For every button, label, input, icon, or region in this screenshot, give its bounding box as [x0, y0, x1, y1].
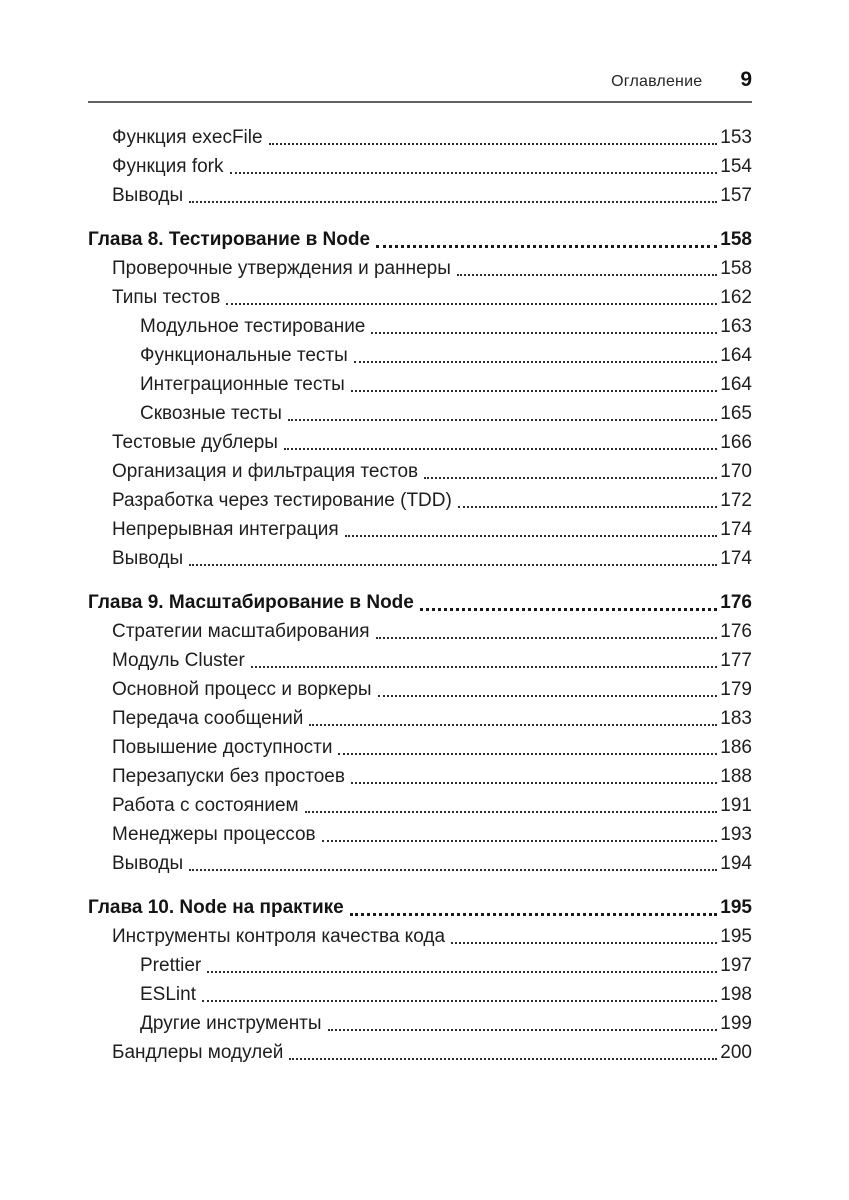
toc-entry-label: Разработка через тестирование (TDD)	[112, 489, 452, 511]
toc-entry	[88, 254, 752, 283]
toc-entry-label: Непрерывная интеграция	[112, 518, 339, 540]
toc-leader-dots	[420, 608, 717, 611]
toc-leader-dots	[251, 666, 717, 668]
toc-entry-label: Интеграционные тесты	[140, 373, 345, 395]
toc-entry-page: 174	[720, 547, 752, 569]
toc-entry	[88, 791, 752, 820]
toc-entry	[88, 123, 752, 152]
toc-entry-label: Стратегии масштабирования	[112, 620, 370, 642]
toc-chapter-entry	[88, 225, 752, 254]
toc-entry-label: Модуль Cluster	[112, 649, 245, 671]
toc-leader-dots	[202, 1000, 717, 1002]
header-divider	[88, 101, 752, 103]
toc-entry-page: 191	[720, 794, 752, 816]
toc-entry	[88, 704, 752, 733]
toc-entry-label: Тестовые дублеры	[112, 431, 278, 453]
toc-entry-page: 199	[720, 1012, 752, 1034]
toc-entry-label: Функция fork	[112, 155, 224, 177]
toc-entry-label: Глава 10. Node на практике	[88, 896, 344, 918]
toc-entry	[88, 283, 752, 312]
toc-entry	[88, 152, 752, 181]
toc-entry-label: Выводы	[112, 184, 184, 206]
toc-leader-dots	[371, 332, 717, 334]
toc-leader-dots	[351, 782, 717, 784]
toc-leader-dots	[288, 419, 717, 421]
toc-entry-page: 172	[720, 489, 752, 511]
toc-entry-page: 176	[720, 620, 752, 642]
toc-entry-label: Функция execFile	[112, 126, 263, 148]
toc-entry-page: 200	[720, 1041, 752, 1063]
toc-entry-page: 153	[720, 126, 752, 148]
toc-leader-dots	[345, 535, 718, 537]
toc-entry-label: Выводы	[112, 547, 184, 569]
toc-leader-dots	[351, 390, 718, 392]
toc-entry-page: 174	[720, 518, 752, 540]
toc-entry-page: 176	[720, 591, 752, 613]
toc-entry-page: 195	[720, 925, 752, 947]
toc-entry-label: Типы тестов	[112, 286, 221, 308]
toc-entry	[88, 922, 752, 951]
toc-entry-page: 164	[720, 373, 752, 395]
toc-entry-page: 193	[720, 823, 752, 845]
toc-leader-dots	[189, 201, 717, 203]
toc-entry-label: Сквозные тесты	[140, 402, 282, 424]
toc-leader-dots	[230, 172, 718, 174]
toc-leader-dots	[378, 695, 718, 697]
toc-entry-page: 163	[720, 315, 752, 337]
toc-entry-page: 194	[720, 852, 752, 874]
toc-leader-dots	[189, 869, 717, 871]
toc-leader-dots	[305, 811, 718, 813]
toc-entry	[88, 951, 752, 980]
toc-entry-page: 162	[720, 286, 752, 308]
toc-entry	[88, 1009, 752, 1038]
toc-entry	[88, 515, 752, 544]
toc-entry	[88, 646, 752, 675]
toc-entry-label: Глава 9. Масштабирование в Node	[88, 591, 414, 613]
toc-leader-dots	[289, 1058, 717, 1060]
toc-entry-label: Выводы	[112, 852, 184, 874]
toc-leader-dots	[189, 564, 717, 566]
toc-leader-dots	[322, 840, 718, 842]
toc-entry-page: 158	[720, 228, 752, 250]
toc-entry-label: Другие инструменты	[140, 1012, 322, 1034]
toc-entry	[88, 428, 752, 457]
toc-entry-label: Функциональные тесты	[140, 344, 348, 366]
toc-entry-label: Повышение доступности	[112, 736, 333, 758]
toc-leader-dots	[458, 506, 717, 508]
toc-entry-page: 188	[720, 765, 752, 787]
toc-leader-dots	[309, 724, 717, 726]
toc-leader-dots	[376, 637, 718, 639]
running-title: Оглавление	[611, 73, 703, 90]
toc-entry	[88, 486, 752, 515]
toc-entry-page: 186	[720, 736, 752, 758]
toc-list	[88, 123, 752, 1067]
toc-entry	[88, 341, 752, 370]
toc-leader-dots	[284, 448, 717, 450]
toc-entry-page: 177	[720, 649, 752, 671]
toc-entry-page: 165	[720, 402, 752, 424]
toc-leader-dots	[350, 913, 718, 916]
toc-leader-dots	[207, 971, 717, 973]
toc-entry-label: Перезапуски без простоев	[112, 765, 345, 787]
toc-entry	[88, 1038, 752, 1067]
toc-entry	[88, 675, 752, 704]
toc-entry-label: Основной процесс и воркеры	[112, 678, 372, 700]
toc-leader-dots	[376, 245, 717, 248]
toc-entry-page: 195	[720, 896, 752, 918]
toc-entry-label: Менеджеры процессов	[112, 823, 316, 845]
toc-entry-label: Проверочные утверждения и раннеры	[112, 257, 451, 279]
page-number: 9	[740, 68, 752, 91]
toc-entry-label: Глава 8. Тестирование в Node	[88, 228, 371, 250]
toc-leader-dots	[226, 303, 717, 305]
toc-leader-dots	[451, 942, 717, 944]
toc-leader-dots	[338, 753, 717, 755]
toc-entry-page: 198	[720, 983, 752, 1005]
toc-entry	[88, 849, 752, 878]
toc-entry	[88, 980, 752, 1009]
toc-entry-label: Работа с состоянием	[112, 794, 299, 816]
toc-entry-page: 183	[720, 707, 752, 729]
toc-entry-page: 179	[720, 678, 752, 700]
running-head	[88, 68, 752, 101]
toc-entry-label: Организация и фильтрация тестов	[112, 460, 419, 482]
toc-entry	[88, 617, 752, 646]
toc-entry	[88, 181, 752, 210]
toc-entry-label: Бандлеры модулей	[112, 1041, 284, 1063]
toc-entry	[88, 544, 752, 573]
toc-entry-page: 158	[720, 257, 752, 279]
toc-entry-page: 170	[720, 460, 752, 482]
toc-entry-page: 164	[720, 344, 752, 366]
toc-entry	[88, 762, 752, 791]
toc-entry-label: Передача сообщений	[112, 707, 304, 729]
toc-chapter-entry	[88, 588, 752, 617]
toc-entry-label: Инструменты контроля качества кода	[112, 925, 446, 947]
toc-entry	[88, 733, 752, 762]
toc-entry-label: Модульное тестирование	[140, 315, 366, 337]
page-header	[88, 0, 752, 103]
toc-leader-dots	[354, 361, 718, 363]
toc-entry	[88, 370, 752, 399]
toc-leader-dots	[457, 274, 717, 276]
toc-entry-page: 166	[720, 431, 752, 453]
toc-entry-label: Prettier	[140, 954, 202, 976]
toc-entry-label: ESLint	[140, 983, 196, 1005]
toc-chapter-entry	[88, 893, 752, 922]
toc-leader-dots	[424, 477, 717, 479]
toc-entry	[88, 820, 752, 849]
toc-entry	[88, 312, 752, 341]
toc-entry-page: 154	[720, 155, 752, 177]
toc-leader-dots	[328, 1029, 718, 1031]
toc-leader-dots	[269, 143, 718, 145]
toc-entry-page: 197	[720, 954, 752, 976]
toc-entry-page: 157	[720, 184, 752, 206]
toc-entry	[88, 457, 752, 486]
toc-entry	[88, 399, 752, 428]
